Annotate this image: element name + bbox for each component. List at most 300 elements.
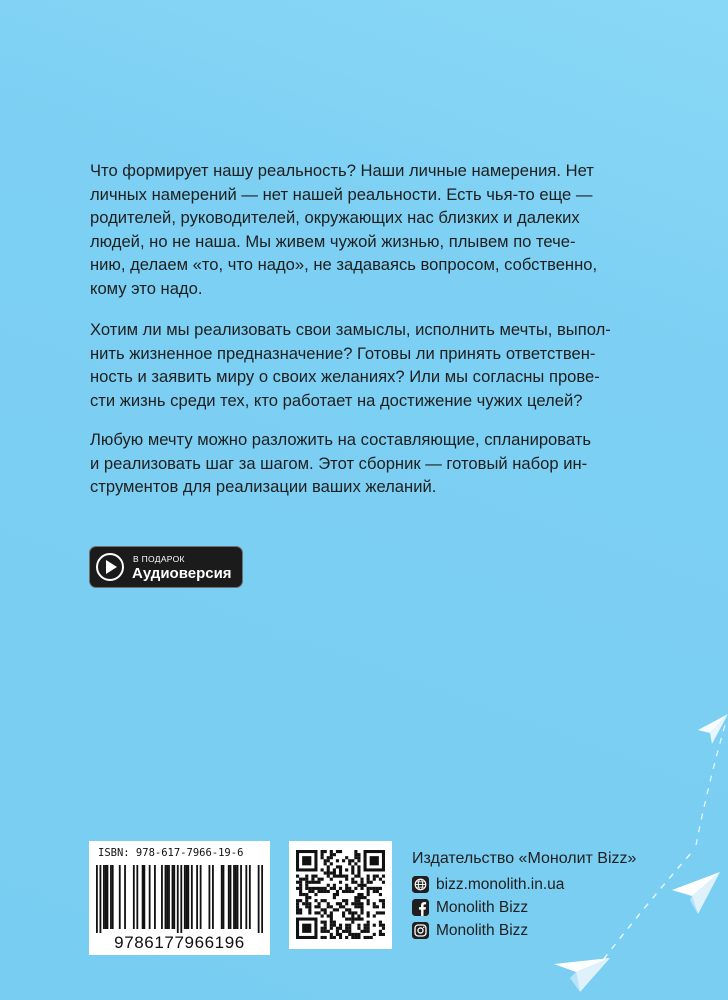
barcode-bar <box>233 865 235 929</box>
qr-module <box>367 914 370 917</box>
qr-module <box>296 902 299 905</box>
description-paragraph-3 <box>90 428 650 499</box>
qr-module <box>348 862 351 865</box>
qr-module <box>379 924 382 927</box>
qr-module <box>324 908 327 911</box>
isbn-label: ISBN: 978-617-7966-19-6 <box>98 847 244 859</box>
qr-module <box>296 911 299 914</box>
qr-module <box>364 936 367 939</box>
qr-module <box>339 850 342 853</box>
qr-module <box>336 875 339 878</box>
qr-module <box>382 933 385 936</box>
qr-module <box>382 927 385 930</box>
qr-module <box>379 933 382 936</box>
qr-module <box>348 918 351 921</box>
qr-module <box>382 924 385 927</box>
qr-module <box>336 902 339 905</box>
qr-module <box>364 924 367 927</box>
qr-module <box>317 887 320 890</box>
qr-module <box>311 878 314 881</box>
qr-module <box>367 899 370 902</box>
qr-module <box>308 887 311 890</box>
text-line: нию, делаем «то, что надо», не задаваясь вопросом, собственно, <box>90 255 598 275</box>
qr-module <box>345 887 348 890</box>
qr-module <box>305 902 308 905</box>
qr-module <box>324 871 327 874</box>
qr-module <box>327 890 330 893</box>
qr-module <box>333 875 336 878</box>
qr-module <box>330 887 333 890</box>
qr-module <box>317 911 320 914</box>
qr-module <box>317 890 320 893</box>
qr-module <box>321 887 324 890</box>
barcode-bar <box>142 865 144 929</box>
barcode-bar <box>143 865 145 929</box>
qr-module <box>382 875 385 878</box>
qr-module <box>351 878 354 881</box>
text-line: Что формирует нашу реальность? Наши личные намерения. Нет <box>90 161 594 180</box>
barcode-bar <box>237 865 239 929</box>
qr-module <box>376 890 379 893</box>
barcode-digits: 9786177966196 <box>114 933 245 952</box>
qr-module <box>348 911 351 914</box>
qr-module <box>305 881 308 884</box>
qr-module <box>360 884 363 887</box>
qr-module <box>330 850 333 853</box>
qr-module <box>367 875 370 878</box>
qr-module <box>324 936 327 939</box>
qr-module <box>357 933 360 936</box>
qr-module <box>327 930 330 933</box>
qr-module <box>302 878 305 881</box>
qr-module <box>339 905 342 908</box>
qr-module <box>345 902 348 905</box>
qr-module <box>367 881 370 884</box>
qr-module <box>333 871 336 874</box>
qr-module <box>351 933 354 936</box>
qr-module <box>296 881 299 884</box>
description-paragraph-2 <box>90 318 650 412</box>
qr-module <box>364 930 367 933</box>
barcode-bar <box>112 865 114 929</box>
qr-module <box>327 905 330 908</box>
qr-module <box>367 902 370 905</box>
qr-module <box>345 878 348 881</box>
qr-module <box>296 905 299 908</box>
qr-code[interactable] <box>289 841 392 949</box>
qr-module <box>324 859 327 862</box>
audio-version-badge[interactable] <box>89 546 243 588</box>
qr-module <box>373 890 376 893</box>
qr-module <box>367 911 370 914</box>
qr-module <box>330 871 333 874</box>
publisher-name: Издательство «Монолит Bizz» <box>412 850 637 867</box>
barcode-bar <box>107 865 109 929</box>
qr-module <box>305 884 308 887</box>
qr-module <box>299 908 302 911</box>
qr-module <box>360 887 363 890</box>
qr-module <box>330 853 333 856</box>
qr-module <box>336 933 339 936</box>
qr-module <box>357 893 360 896</box>
qr-module <box>351 868 354 871</box>
barcode-bar <box>249 865 251 929</box>
qr-module <box>376 875 379 878</box>
qr-module <box>342 905 345 908</box>
qr-module <box>382 902 385 905</box>
qr-module <box>330 933 333 936</box>
barcode-bar <box>165 865 167 929</box>
qr-module <box>354 905 357 908</box>
text-line: струментов для реализации ваших желаний. <box>90 477 437 497</box>
qr-module <box>321 921 324 924</box>
text-line: Хотим ли мы реализовать свои замыслы, исполнить мечты, выпол- <box>90 320 611 339</box>
qr-module <box>360 911 363 914</box>
qr-module <box>336 865 339 868</box>
qr-module <box>348 908 351 911</box>
qr-module <box>324 927 327 930</box>
qr-module <box>333 884 336 887</box>
barcode-bar <box>187 865 189 929</box>
qr-module <box>357 924 360 927</box>
qr-module <box>330 936 333 939</box>
qr-module <box>327 884 330 887</box>
qr-module <box>357 871 360 874</box>
qr-module <box>321 914 324 917</box>
qr-module <box>373 924 376 927</box>
qr-module <box>345 924 348 927</box>
qr-module <box>354 902 357 905</box>
qr-module <box>357 875 360 878</box>
qr-module <box>357 896 360 899</box>
qr-module <box>305 893 308 896</box>
qr-module <box>345 927 348 930</box>
instagram-icon <box>412 922 429 939</box>
barcode-bar <box>149 865 151 929</box>
qr-module <box>354 853 357 856</box>
barcode-bar <box>261 865 263 933</box>
text-line: людей, но не наша. Мы живем чужой жизнью, плывем по тече- <box>90 231 576 251</box>
qr-module <box>311 890 314 893</box>
qr-module <box>339 887 342 890</box>
qr-module <box>345 884 348 887</box>
qr-module <box>370 887 373 890</box>
facebook-link[interactable]: Monolith Bizz <box>436 899 529 916</box>
qr-module <box>367 927 370 930</box>
qr-module <box>330 927 333 930</box>
qr-module <box>357 927 360 930</box>
qr-module <box>373 902 376 905</box>
qr-module <box>370 881 373 884</box>
qr-module <box>348 924 351 927</box>
qr-module <box>373 875 376 878</box>
qr-module <box>357 918 360 921</box>
qr-module <box>311 887 314 890</box>
qr-module <box>336 850 339 853</box>
qr-module <box>357 899 360 902</box>
qr-module <box>360 930 363 933</box>
barcode-bar <box>186 865 188 929</box>
qr-module <box>379 930 382 933</box>
barcode-bar <box>133 865 135 929</box>
qr-module <box>357 865 360 868</box>
barcode-bar <box>105 865 107 929</box>
qr-module <box>354 862 357 865</box>
qr-module <box>308 908 311 911</box>
qr-module <box>345 918 348 921</box>
qr-module <box>345 868 348 871</box>
qr-module <box>327 875 330 878</box>
qr-module <box>321 930 324 933</box>
qr-module <box>379 899 382 902</box>
qr-module <box>333 887 336 890</box>
qr-module <box>351 859 354 862</box>
qr-module <box>351 936 354 939</box>
qr-module <box>330 921 333 924</box>
play-circle-icon <box>96 553 124 581</box>
qr-module <box>357 884 360 887</box>
qr-module <box>373 905 376 908</box>
qr-module <box>321 868 324 871</box>
qr-module <box>342 890 345 893</box>
qr-module <box>354 887 357 890</box>
qr-module <box>360 902 363 905</box>
barcode-bar <box>96 865 98 933</box>
qr-module <box>330 911 333 914</box>
qr-module <box>299 887 302 890</box>
qr-module <box>379 893 382 896</box>
barcode-bar <box>191 865 193 929</box>
qr-module <box>333 921 336 924</box>
qr-module <box>360 893 363 896</box>
qr-module <box>296 908 299 911</box>
qr-module <box>339 924 342 927</box>
barcode-bar <box>180 865 182 933</box>
qr-module <box>382 905 385 908</box>
qr-module <box>314 899 317 902</box>
qr-module <box>342 875 345 878</box>
qr-module <box>314 893 317 896</box>
text-line: сти жизнь среди тех, кто работает на достижение чужих целей? <box>90 390 583 410</box>
qr-module <box>364 896 367 899</box>
barcode-bar <box>184 865 186 929</box>
qr-module <box>299 881 302 884</box>
text-line: ность и заявить миру о своих желаниях? Или мы согласны прове- <box>90 367 600 387</box>
qr-module <box>333 853 336 856</box>
qr-module <box>342 859 345 862</box>
qr-module <box>296 887 299 890</box>
qr-module <box>308 911 311 914</box>
qr-module <box>324 890 327 893</box>
qr-module <box>376 905 379 908</box>
qr-module <box>367 890 370 893</box>
qr-module <box>348 887 351 890</box>
barcode-bar <box>235 865 237 929</box>
qr-module <box>296 899 299 902</box>
description-paragraph-1 <box>90 159 650 301</box>
qr-module <box>333 924 336 927</box>
qr-module <box>348 890 351 893</box>
barcode-bar <box>103 865 105 929</box>
qr-module <box>299 899 302 902</box>
qr-module <box>327 859 330 862</box>
qr-module <box>348 859 351 862</box>
qr-module <box>382 899 385 902</box>
qr-module <box>342 911 345 914</box>
barcode-bar <box>212 865 214 929</box>
qr-module <box>336 893 339 896</box>
qr-module <box>345 936 348 939</box>
text-line: Любую мечту можно разложить на составляющие, спланировать <box>90 430 592 449</box>
qr-module <box>324 899 327 902</box>
qr-module <box>324 911 327 914</box>
qr-module <box>296 875 299 878</box>
qr-module <box>367 878 370 881</box>
qr-finder-inner <box>302 856 311 865</box>
qr-module <box>336 890 339 893</box>
qr-module <box>327 856 330 859</box>
qr-module <box>308 902 311 905</box>
qr-module <box>314 881 317 884</box>
qr-module <box>333 868 336 871</box>
qr-module <box>376 911 379 914</box>
qr-module <box>370 936 373 939</box>
qr-module <box>308 896 311 899</box>
qr-module <box>308 881 311 884</box>
qr-module <box>351 902 354 905</box>
barcode-bar <box>177 865 179 933</box>
qr-module <box>317 881 320 884</box>
qr-module <box>357 856 360 859</box>
paper-plane-trail <box>580 725 725 990</box>
qr-module <box>330 862 333 865</box>
qr-module <box>367 924 370 927</box>
qr-module <box>348 933 351 936</box>
qr-module <box>299 890 302 893</box>
barcode-bar <box>173 865 175 929</box>
paper-planes-decoration <box>520 700 728 1000</box>
qr-module <box>357 914 360 917</box>
barcode-bar <box>200 865 202 929</box>
qr-module <box>305 875 308 878</box>
qr-module <box>327 865 330 868</box>
qr-module <box>348 930 351 933</box>
qr-module <box>373 878 376 881</box>
qr-module <box>342 930 345 933</box>
qr-module <box>367 930 370 933</box>
barcode-bar <box>168 865 170 929</box>
qr-module <box>311 875 314 878</box>
qr-module <box>354 850 357 853</box>
qr-module <box>354 933 357 936</box>
qr-module <box>367 936 370 939</box>
qr-module <box>330 924 333 927</box>
qr-module <box>382 911 385 914</box>
qr-module <box>339 936 342 939</box>
qr-module <box>314 887 317 890</box>
qr-module <box>357 902 360 905</box>
qr-module <box>330 918 333 921</box>
barcode-bar <box>196 865 198 929</box>
qr-module <box>354 881 357 884</box>
text-line: кому это надо. <box>90 278 203 298</box>
qr-module <box>324 887 327 890</box>
qr-module <box>321 856 324 859</box>
qr-module <box>305 878 308 881</box>
qr-module <box>333 896 336 899</box>
text-line: и реализовать шаг за шагом. Этот сборник — готовый набор ин- <box>90 453 588 473</box>
qr-module <box>314 875 317 878</box>
globe-icon <box>412 876 429 893</box>
qr-module <box>351 865 354 868</box>
qr-module <box>333 936 336 939</box>
qr-module <box>379 887 382 890</box>
qr-module <box>339 875 342 878</box>
qr-module <box>373 887 376 890</box>
qr-module <box>360 908 363 911</box>
qr-module <box>354 936 357 939</box>
text-line: личных намерений — нет нашей реальности. Есть чья-то еще — <box>90 184 593 204</box>
qr-module <box>354 899 357 902</box>
qr-module <box>376 887 379 890</box>
qr-module <box>305 896 308 899</box>
barcode-bar <box>258 865 260 933</box>
qr-module <box>299 893 302 896</box>
qr-module <box>339 927 342 930</box>
qr-module <box>327 914 330 917</box>
barcode-bar <box>124 865 126 929</box>
qr-module <box>339 865 342 868</box>
qr-module <box>345 908 348 911</box>
qr-module <box>354 896 357 899</box>
qr-module <box>360 878 363 881</box>
qr-module <box>367 921 370 924</box>
qr-module <box>357 859 360 862</box>
instagram-link[interactable]: Monolith Bizz <box>436 922 529 939</box>
qr-module <box>336 930 339 933</box>
qr-module <box>336 859 339 862</box>
barcode-bar <box>230 865 232 929</box>
qr-module <box>367 893 370 896</box>
qr-module <box>351 881 354 884</box>
qr-module <box>324 862 327 865</box>
qr-module <box>327 868 330 871</box>
facebook-icon <box>412 899 429 916</box>
qr-finder-inner <box>370 856 379 865</box>
qr-module <box>314 905 317 908</box>
qr-module <box>345 899 348 902</box>
qr-module <box>351 911 354 914</box>
qr-module <box>360 896 363 899</box>
qr-module <box>302 893 305 896</box>
qr-module <box>354 911 357 914</box>
barcode-bar <box>154 865 156 929</box>
qr-module <box>317 878 320 881</box>
qr-module <box>327 871 330 874</box>
website-link[interactable]: bizz.monolith.in.ua <box>436 876 565 893</box>
qr-module <box>373 914 376 917</box>
qr-module <box>379 911 382 914</box>
qr-module <box>345 875 348 878</box>
qr-module <box>360 905 363 908</box>
barcode-bar <box>100 865 102 933</box>
qr-module <box>317 905 320 908</box>
qr-module <box>321 908 324 911</box>
barcode-bar <box>119 865 121 929</box>
qr-module <box>336 908 339 911</box>
qr-module <box>324 930 327 933</box>
qr-module <box>339 902 342 905</box>
